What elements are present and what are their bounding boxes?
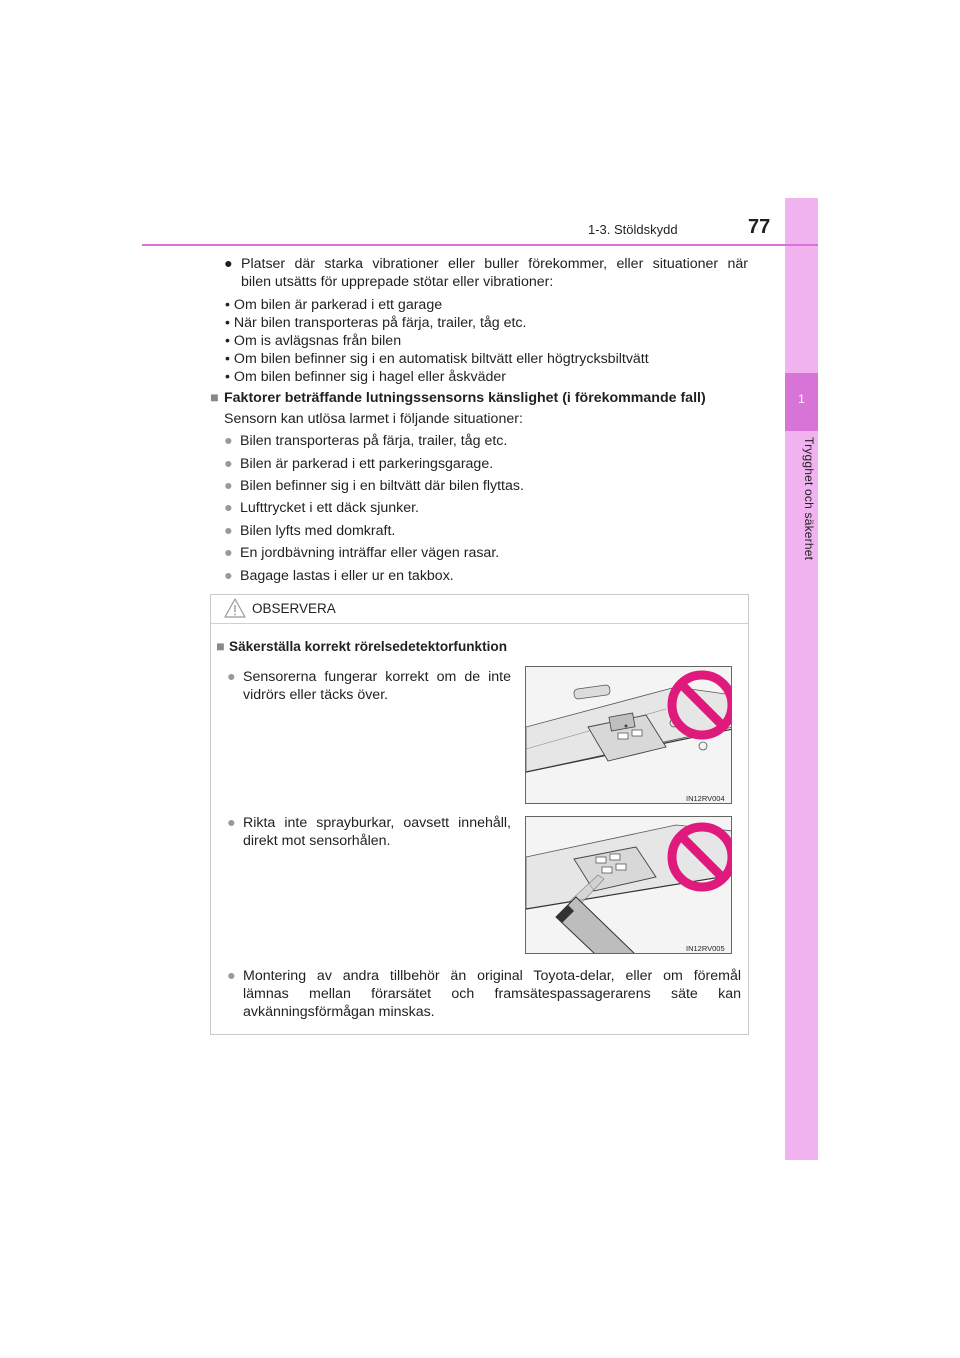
sensor-figure-1 [525, 666, 732, 804]
tilt-item: Bilen är parkerad i ett parkeringsgarage. [240, 456, 494, 472]
tilt-item: Bilen transporteras på färja, trailer, tåg etc. [240, 433, 508, 449]
bullet-icon: ● [224, 456, 233, 472]
bullet-icon: ● [224, 478, 233, 494]
bullet-icon: ● [224, 500, 233, 516]
tilt-item: Bilen lyfts med domkraft. [240, 523, 396, 539]
observera-item3-line3: avkänningsförmågan minskas. [243, 1004, 435, 1020]
observera-title: OBSERVERA [252, 601, 336, 616]
observera-divider [211, 623, 748, 624]
vibration-text-line2: bilen utsätts för upprepade stötar eller vibrationer: [241, 274, 554, 290]
vibration-text-line1: Platser där starka vibrationer eller buller förekommer, eller situationer när [241, 256, 748, 272]
bullet-icon: ● [227, 968, 236, 984]
sub-item: • Om bilen är parkerad i ett garage [225, 297, 443, 313]
sub-item: • Om is avlägsnas från bilen [225, 333, 402, 349]
side-tab-chapter-title: Trygghet och säkerhet [802, 437, 816, 561]
bullet-icon: ● [227, 669, 236, 685]
observera-heading: Säkerställa korrekt rörelsedetektorfunktion [229, 639, 508, 654]
bullet-icon: ● [227, 815, 236, 831]
heading-square-icon: ■ [210, 390, 219, 406]
observera-item1-line2: vidrörs eller täcks över. [243, 687, 389, 703]
tilt-item: En jordbävning inträffar eller vägen rasar. [240, 545, 500, 561]
bullet-icon: ● [224, 568, 233, 584]
tilt-intro: Sensorn kan utlösa larmet i följande situationer: [224, 411, 523, 427]
sub-item: • Om bilen befinner sig i en automatisk biltvätt eller högtrycksbiltvätt [225, 351, 649, 367]
tilt-heading: Faktorer beträffande lutningssensorns känslighet (i förekommande fall) [224, 390, 706, 406]
tilt-item: Lufttrycket i ett däck sjunker. [240, 500, 419, 516]
bullet-icon: ● [224, 523, 233, 539]
observera-item2-line2: direkt mot sensorhålen. [243, 833, 391, 849]
bullet-icon: ● [224, 545, 233, 561]
page-number: 77 [748, 216, 771, 238]
heading-square-icon: ■ [216, 639, 225, 655]
sub-item: • När bilen transporteras på färja, trailer, tåg etc. [225, 315, 527, 331]
sub-item: • Om bilen befinner sig i hagel eller åskväder [225, 369, 506, 385]
figure-1-label: IN12RV004 [686, 794, 725, 803]
observera-item3-line2: lämnas mellan förarsätet och framsätespassagerarens säte kan [243, 986, 741, 1002]
observera-item1-line1: Sensorerna fungerar korrekt om de inte [243, 669, 511, 685]
header-rule [142, 244, 818, 246]
spray-illustration-2 [526, 817, 732, 954]
side-tab-chapter-number: 1 [798, 392, 805, 406]
sensor-figure-2 [525, 816, 732, 954]
warning-triangle-icon [223, 597, 247, 619]
tilt-item: Bagage lastas i eller ur en takbox. [240, 568, 454, 584]
observera-item2-line1: Rikta inte sprayburkar, oavsett innehåll, [243, 815, 511, 831]
side-tab [785, 198, 818, 1160]
bullet-marker: ● [224, 256, 233, 272]
figure-2-label: IN12RV005 [686, 944, 725, 953]
tilt-item: Bilen befinner sig i en biltvätt där bilen flyttas. [240, 478, 524, 494]
header-section-title: 1-3. Stöldskydd [588, 222, 678, 237]
bullet-icon: ● [224, 433, 233, 449]
observera-item3-line1: Montering av andra tillbehör än original Toyota-delar, eller om föremål [243, 968, 741, 984]
sensor-illustration-1 [526, 667, 732, 804]
